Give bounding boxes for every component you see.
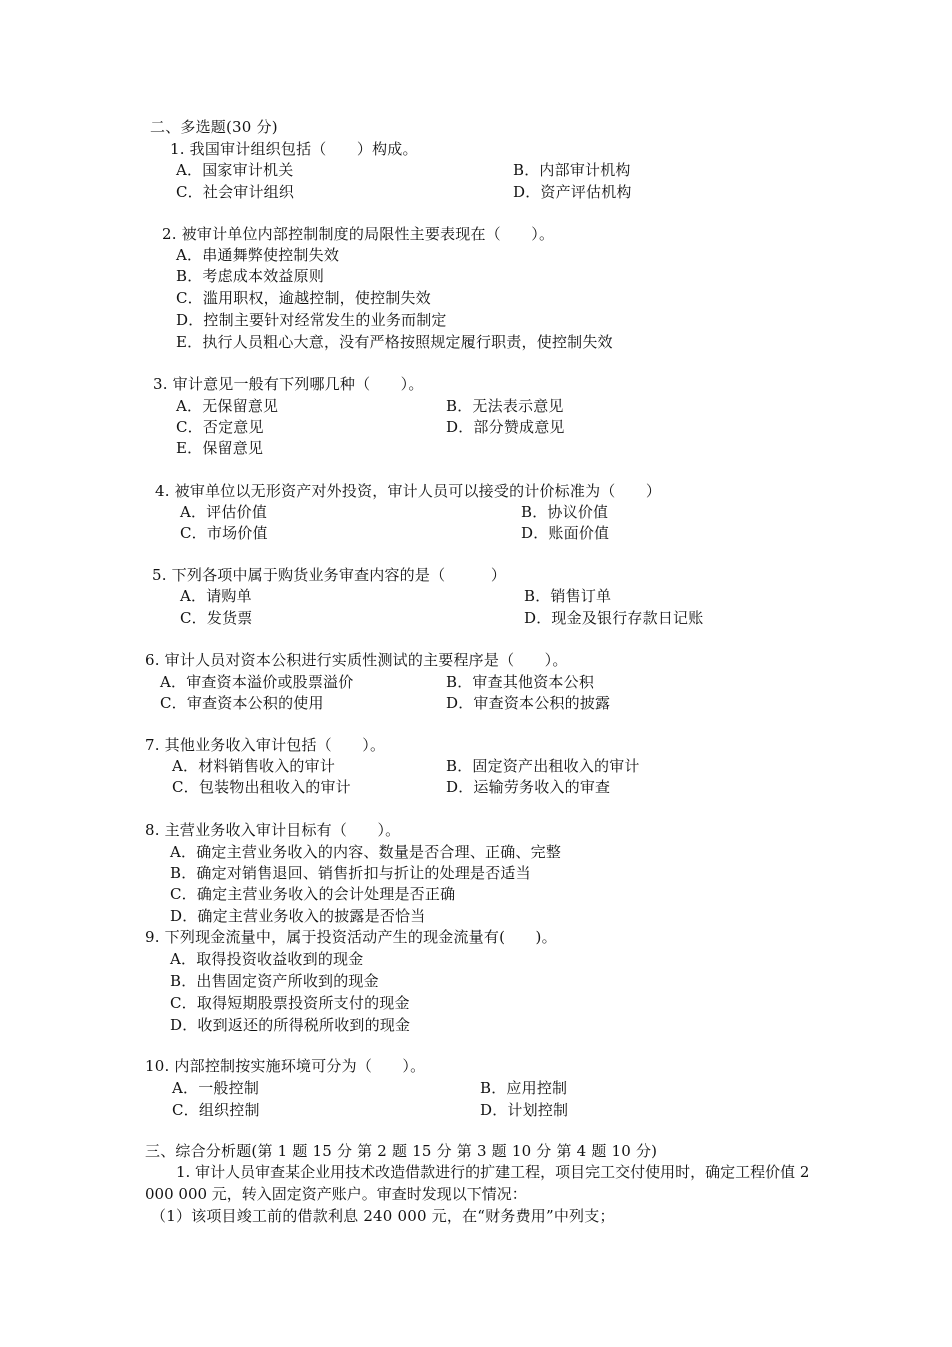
question-2-option-a: A．串通舞弊使控制失效 (176, 246, 340, 264)
question-7-option-d: D．运输劳务收入的审查 (446, 778, 611, 796)
question-10-stem: 10. 内部控制按实施环境可分为（ ）。 (145, 1057, 426, 1075)
question-10-option-b: B．应用控制 (480, 1079, 568, 1097)
question-9-option-b: B．出售固定资产所收到的现金 (170, 972, 379, 990)
question-4-stem: 4. 被审单位以无形资产对外投资，审计人员可以接受的计价标准为（ ） (155, 482, 662, 500)
section-2-heading: 二、多选题(30 分) (150, 118, 278, 136)
question-10-option-d: D．计划控制 (480, 1101, 569, 1119)
question-8-stem: 8. 主营业务收入审计目标有（ ）。 (145, 821, 401, 839)
question-6-option-d: D．审查资本公积的披露 (446, 694, 611, 712)
question-10-option-c: C．组织控制 (172, 1101, 260, 1119)
question-5-option-b: B．销售订单 (524, 587, 612, 605)
section-3-question-1-text: 1. 审计人员审查某企业用技术改造借款进行的扩建工程，项目完工交付使用时，确定工程价值 2 000 000 元，转入固定资产账户。审查时发现以下情况： (145, 1163, 810, 1203)
question-2-option-e: E．执行人员粗心大意，没有严格按照规定履行职责，使控制失效 (176, 333, 613, 351)
question-9-option-a: A．取得投资收益收到的现金 (170, 950, 364, 968)
question-1-option-a: A．国家审计机关 (176, 161, 294, 179)
question-7-option-a: A．材料销售收入的审计 (172, 757, 336, 775)
question-7-option-c: C．包装物出租收入的审计 (172, 778, 351, 796)
question-9-option-d: D．收到返还的所得税所收到的现金 (170, 1016, 411, 1034)
question-2-option-d: D．控制主要针对经常发生的业务而制定 (176, 311, 447, 329)
question-2-stem: 2. 被审计单位内部控制制度的局限性主要表现在（ ）。 (162, 225, 555, 243)
question-1-option-c: C．社会审计组织 (176, 183, 295, 201)
question-6-option-a: A．审查资本溢价或股票溢价 (160, 673, 354, 691)
question-7-stem: 7. 其他业务收入审计包括（ ）。 (145, 736, 386, 754)
question-10-option-a: A．一般控制 (172, 1079, 260, 1097)
question-4-option-c: C．市场价值 (180, 524, 268, 542)
question-9-stem: 9. 下列现金流量中，属于投资活动产生的现金流量有( )。 (145, 928, 557, 946)
question-6-stem: 6. 审计人员对资本公积进行实质性测试的主要程序是（ ）。 (145, 651, 568, 669)
question-5-option-a: A．请购单 (180, 587, 252, 605)
question-3-option-c: C．否定意见 (176, 418, 264, 436)
section-3-heading: 三、综合分析题(第 1 题 15 分 第 2 题 15 分 第 3 题 10 分 第 4 题 10 分) (145, 1142, 658, 1160)
question-4-option-b: B．协议价值 (521, 503, 609, 521)
question-2-option-b: B．考虑成本效益原则 (176, 267, 325, 285)
question-6-option-b: B．审查其他资本公积 (446, 673, 595, 691)
section-3-question-1-item-1: （1）该项目竣工前的借款利息 240 000 元，在“财务费用”中列支； (151, 1207, 615, 1225)
question-3-option-e: E．保留意见 (176, 439, 264, 457)
question-3-option-b: B．无法表示意见 (446, 397, 564, 415)
question-9-option-c: C．取得短期股票投资所支付的现金 (170, 994, 410, 1012)
question-4-option-a: A．评估价值 (180, 503, 268, 521)
question-5-stem: 5. 下列各项中属于购货业务审查内容的是（ ） (152, 566, 507, 584)
question-8-option-b: B．确定对销售退回、销售折扣与折让的处理是否适当 (170, 864, 531, 882)
question-5-option-c: C．发货票 (180, 609, 253, 627)
question-8-option-c: C．确定主营业务收入的会计处理是否正确 (170, 885, 456, 903)
question-1-stem: 1. 我国审计组织包括（ ）构成。 (170, 140, 418, 158)
question-1-option-b: B．内部审计机构 (513, 161, 631, 179)
question-8-option-d: D．确定主营业务收入的披露是否恰当 (170, 907, 426, 925)
question-7-option-b: B．固定资产出租收入的审计 (446, 757, 640, 775)
question-3-stem: 3. 审计意见一般有下列哪几种（ ）。 (153, 375, 424, 393)
question-3-option-a: A．无保留意见 (176, 397, 279, 415)
question-8-option-a: A．确定主营业务收入的内容、数量是否合理、正确、完整 (170, 843, 562, 861)
question-5-option-d: D．现金及银行存款日记账 (524, 609, 704, 627)
question-2-option-c: C．滥用职权，逾越控制，使控制失效 (176, 289, 431, 307)
question-3-option-d: D．部分赞成意见 (446, 418, 565, 436)
question-4-option-d: D．账面价值 (521, 524, 610, 542)
question-6-option-c: C．审查资本公积的使用 (160, 694, 324, 712)
question-1-option-d: D．资产评估机构 (513, 183, 632, 201)
